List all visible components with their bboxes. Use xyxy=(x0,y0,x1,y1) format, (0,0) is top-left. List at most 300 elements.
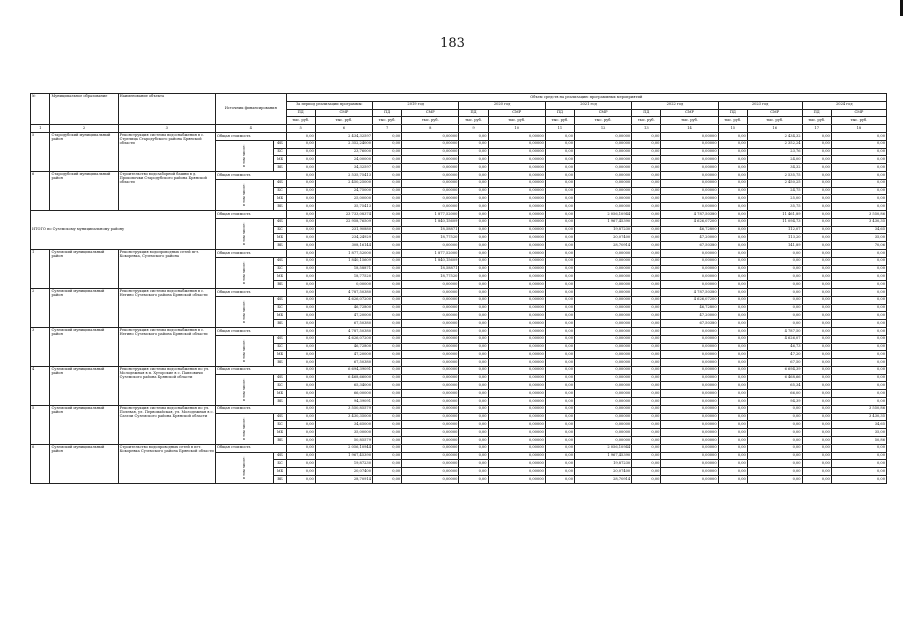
value-cell: 0,00000 xyxy=(488,327,545,335)
value-cell: 0,00 xyxy=(459,460,488,468)
including-label xyxy=(216,179,274,210)
table-row xyxy=(31,171,887,179)
value-cell: 2 352,24000 xyxy=(315,140,372,148)
value-cell: 0,00 xyxy=(831,296,886,304)
value-cell: 0,00000 xyxy=(661,421,718,429)
value-cell: 0,00000 xyxy=(661,273,718,281)
value-cell: 0,00 xyxy=(545,218,574,226)
value-cell: 112,07 xyxy=(747,226,802,234)
value-cell: 0,00 xyxy=(632,132,661,140)
value-cell: 0,00 xyxy=(831,343,886,351)
source-label: БС xyxy=(274,421,286,429)
value-cell: 0,00 xyxy=(802,312,831,320)
value-cell: 0,00 xyxy=(632,273,661,281)
value-cell: 0,00 xyxy=(373,156,402,164)
header-year-2020: 2020 год xyxy=(459,101,545,109)
source-label: БС xyxy=(274,343,286,351)
including-text: в том числе: xyxy=(242,378,247,401)
source-label: ВБ xyxy=(274,476,286,484)
value-cell: 0,00 xyxy=(459,140,488,148)
value-cell: 0,00 xyxy=(632,327,661,335)
value-cell: 0,00 xyxy=(286,437,315,445)
value-cell: 0,00 xyxy=(286,249,315,257)
value-cell: 0,00000 xyxy=(402,288,459,296)
value-cell: 0,00 xyxy=(459,366,488,374)
municipality-name: Суземский муниципальный район xyxy=(50,327,118,366)
value-cell: 0,00 xyxy=(632,218,661,226)
value-cell: 0,00000 xyxy=(488,265,545,273)
value-cell: 0,00 xyxy=(545,156,574,164)
value-cell: 0,00000 xyxy=(661,156,718,164)
value-cell: 34,32597 xyxy=(315,164,372,172)
value-cell: 0,00 xyxy=(632,210,661,218)
value-cell: 2 535,75 xyxy=(747,171,802,179)
value-cell: 0,00 xyxy=(718,281,747,289)
value-cell: 0,00000 xyxy=(661,382,718,390)
value-cell: 0,00 xyxy=(632,351,661,359)
value-cell: 0,00 xyxy=(459,452,488,460)
value-cell: 0,00000 xyxy=(575,148,632,156)
header-pd: ПД xyxy=(286,109,315,117)
value-cell: 18,58871 xyxy=(315,265,372,273)
value-cell: 0,00 xyxy=(459,351,488,359)
source-label: БС xyxy=(274,265,286,273)
value-cell: 18,58871 xyxy=(402,226,459,234)
value-cell: 50,85579 xyxy=(315,437,372,445)
value-cell: 0,00 xyxy=(632,164,661,172)
source-label: БС xyxy=(274,382,286,390)
value-cell: 0,00 xyxy=(802,226,831,234)
value-cell: 24,00 xyxy=(747,156,802,164)
value-cell: 0,00000 xyxy=(661,164,718,172)
including-text: в том числе: xyxy=(242,261,247,284)
value-cell: 0,00 xyxy=(632,359,661,367)
value-cell: 0,00 xyxy=(459,296,488,304)
total-row xyxy=(31,210,887,218)
source-label: БС xyxy=(274,148,286,156)
source-label: ФБ xyxy=(274,452,286,460)
value-cell: 0,00000 xyxy=(661,351,718,359)
source-label: БС xyxy=(274,460,286,468)
value-cell: 0,00 xyxy=(286,226,315,234)
value-cell: 2 434,32 xyxy=(747,132,802,140)
value-cell: 4 787,50380 xyxy=(661,210,718,218)
value-cell: 0,00 xyxy=(545,273,574,281)
value-cell: 0,00000 xyxy=(488,171,545,179)
value-cell: 0,00 xyxy=(718,429,747,437)
value-cell: 0,00000 xyxy=(661,327,718,335)
row-number: 1 xyxy=(31,249,50,288)
value-cell: 0,00 xyxy=(632,398,661,406)
value-cell: 0,00000 xyxy=(402,398,459,406)
value-cell: 0,00000 xyxy=(402,429,459,437)
value-cell: 0,00 xyxy=(802,195,831,203)
value-cell: 0,00 xyxy=(718,156,747,164)
value-cell: 0,00 xyxy=(747,452,802,460)
value-cell: 0,00 xyxy=(831,171,886,179)
value-cell: 0,00 xyxy=(802,452,831,460)
value-cell: 0,00 xyxy=(459,265,488,273)
column-number: 6 xyxy=(315,125,372,133)
header-pd: ПД xyxy=(459,109,488,117)
including-label xyxy=(216,374,274,405)
source-label: МБ xyxy=(274,429,286,437)
value-cell: 0,00 xyxy=(373,226,402,234)
value-cell: 0,00 xyxy=(718,242,747,250)
value-cell: 0,00000 xyxy=(402,320,459,328)
value-cell: 0,00000 xyxy=(575,249,632,257)
value-cell: 0,00 xyxy=(831,351,886,359)
source-label: БС xyxy=(274,187,286,195)
column-number: 18 xyxy=(831,125,886,133)
value-cell: 4 787,50380 xyxy=(661,288,718,296)
value-cell: 0,00 xyxy=(286,265,315,273)
value-cell: 0,00 xyxy=(545,351,574,359)
value-cell: 0,00 xyxy=(718,148,747,156)
value-cell: 18,77520 xyxy=(315,273,372,281)
value-cell: 0,00000 xyxy=(402,171,459,179)
value-cell: 0,00 xyxy=(632,304,661,312)
value-cell: 0,00 xyxy=(459,335,488,343)
value-cell: 6 694,39 xyxy=(747,366,802,374)
value-cell: 0,00 xyxy=(632,452,661,460)
value-cell: 0,00 xyxy=(286,429,315,437)
value-cell: 0,00 xyxy=(802,281,831,289)
value-cell: 0,00 xyxy=(802,320,831,328)
source-label: ВБ xyxy=(274,281,286,289)
municipality-name: Суземский муниципальный район xyxy=(50,288,118,327)
header-unit: тыс. руб. xyxy=(747,117,802,125)
header-pd: ПД xyxy=(632,109,661,117)
value-cell: 0,00 xyxy=(545,405,574,413)
value-cell: 0,00 xyxy=(459,320,488,328)
value-cell: 0,00 xyxy=(802,234,831,242)
value-cell: 0,00 xyxy=(718,312,747,320)
header-unit: тыс. руб. xyxy=(373,117,402,125)
value-cell: 0,00000 xyxy=(488,390,545,398)
object-name: Строительство водопроводных сетей в пгт. Кокоревка Суземского района Брянской области xyxy=(118,444,215,483)
value-cell: 0,00 xyxy=(747,265,802,273)
value-cell: 6 468,66 xyxy=(747,374,802,382)
value-cell: 0,00 xyxy=(831,468,886,476)
value-cell: 0,00 xyxy=(286,351,315,359)
value-cell: 0,00 xyxy=(286,171,315,179)
value-cell: 0,00 xyxy=(831,366,886,374)
value-cell: 34,65000 xyxy=(315,421,372,429)
value-cell: 0,00000 xyxy=(661,179,718,187)
value-cell: 0,00 xyxy=(718,398,747,406)
header-year-2019: 2019 год xyxy=(373,101,459,109)
value-cell: 0,00 xyxy=(373,460,402,468)
value-cell: 0,00 xyxy=(718,171,747,179)
value-cell: 0,00000 xyxy=(402,335,459,343)
value-cell: 0,00 xyxy=(632,390,661,398)
value-cell: 0,00 xyxy=(831,132,886,140)
header-unit: тыс. руб. xyxy=(488,117,545,125)
value-cell: 0,00 xyxy=(459,132,488,140)
value-cell: 0,00000 xyxy=(661,390,718,398)
header-unit: тыс. руб. xyxy=(575,117,632,125)
value-cell: 0,00000 xyxy=(402,327,459,335)
value-cell: 0,00000 xyxy=(575,359,632,367)
value-cell: 0,00000 xyxy=(575,195,632,203)
value-cell: 4 787,50 xyxy=(747,327,802,335)
header-unit: тыс. руб. xyxy=(661,117,718,125)
municipality-name: Суземский муниципальный район xyxy=(50,405,118,444)
value-cell: 0,00000 xyxy=(488,304,545,312)
header-municipality: Муниципальное образование xyxy=(50,94,118,125)
value-cell: 0,00000 xyxy=(402,203,459,211)
value-cell: 0,00 xyxy=(286,335,315,343)
header-smr: СМР xyxy=(488,109,545,117)
value-cell: 0,00 xyxy=(831,288,886,296)
including-text: в том числе: xyxy=(242,339,247,362)
value-cell: 0,00000 xyxy=(661,374,718,382)
value-cell: 0,00000 xyxy=(661,444,718,452)
header-year-2024: 2024 год xyxy=(802,101,886,109)
value-cell: 0,00 xyxy=(718,343,747,351)
value-cell: 0,00 xyxy=(802,203,831,211)
value-cell: 0,00000 xyxy=(488,288,545,296)
value-cell: 0,00 xyxy=(459,210,488,218)
value-cell: 2 056,10944 xyxy=(315,444,372,452)
value-cell: 0,00000 xyxy=(661,398,718,406)
value-cell: 24,75000 xyxy=(315,187,372,195)
value-cell: 0,00 xyxy=(632,320,661,328)
value-cell: 0,00 xyxy=(718,382,747,390)
value-cell: 0,00 xyxy=(831,359,886,367)
value-cell: 28,70914 xyxy=(575,242,632,250)
value-cell: 0,00 xyxy=(373,421,402,429)
value-cell: 0,00 xyxy=(802,179,831,187)
value-cell: 0,00 xyxy=(286,421,315,429)
value-cell: 0,00000 xyxy=(575,179,632,187)
value-cell: 0,00 xyxy=(802,288,831,296)
column-number: 14 xyxy=(661,125,718,133)
value-cell: 0,00 xyxy=(373,476,402,484)
value-cell: 0,00 xyxy=(459,343,488,351)
value-cell: 0,00 xyxy=(802,296,831,304)
value-cell: 0,00000 xyxy=(488,351,545,359)
value-cell: 0,00000 xyxy=(661,171,718,179)
value-cell: 0,00 xyxy=(545,366,574,374)
value-cell: 2 352,24 xyxy=(747,140,802,148)
value-cell: 0,00 xyxy=(286,296,315,304)
value-cell: 47,20000 xyxy=(315,351,372,359)
value-cell: 0,00000 xyxy=(488,226,545,234)
including-label xyxy=(216,452,274,483)
value-cell: 0,00 xyxy=(718,179,747,187)
value-cell: 0,00 xyxy=(802,327,831,335)
value-cell: 0,00000 xyxy=(488,382,545,390)
value-cell: 0,00 xyxy=(545,288,574,296)
value-cell: 34,65 xyxy=(831,226,886,234)
value-cell: 0,00 xyxy=(802,273,831,281)
value-cell: 0,00 xyxy=(459,468,488,476)
value-cell: 0,00000 xyxy=(488,132,545,140)
value-cell: 0,00 xyxy=(286,468,315,476)
value-cell: 0,00000 xyxy=(575,327,632,335)
value-cell: 0,00000 xyxy=(402,421,459,429)
value-cell: 0,00 xyxy=(545,296,574,304)
value-cell: 0,00 xyxy=(632,312,661,320)
total-label: ИТОГО по Суземскому муниципальному району xyxy=(31,210,216,249)
value-cell: 0,00000 xyxy=(315,281,372,289)
value-cell: 1 967,45390 xyxy=(315,452,372,460)
value-cell: 0,00 xyxy=(632,429,661,437)
value-cell: 0,00000 xyxy=(575,390,632,398)
value-cell: 0,00 xyxy=(831,320,886,328)
value-cell: 24,75 xyxy=(747,187,802,195)
value-cell: 0,00 xyxy=(802,382,831,390)
value-cell: 0,00 xyxy=(802,164,831,172)
value-cell: 0,00 xyxy=(718,359,747,367)
value-cell: 0,00000 xyxy=(402,296,459,304)
value-cell: 0,00 xyxy=(545,249,574,257)
source-label: Общая стоимость xyxy=(216,249,287,257)
source-label: МБ xyxy=(274,156,286,164)
value-cell: 0,00 xyxy=(373,366,402,374)
value-cell: 19,87230 xyxy=(575,226,632,234)
value-cell: 0,00 xyxy=(545,460,574,468)
value-cell: 0,00000 xyxy=(402,343,459,351)
object-name: Строительство водозаборной башни в д. Прокопочки Стародубского района Брянской области xyxy=(118,171,215,210)
value-cell: 0,00 xyxy=(545,234,574,242)
source-label: ВБ xyxy=(274,164,286,172)
value-cell: 234,24929 xyxy=(315,234,372,242)
value-cell: 0,00 xyxy=(545,413,574,421)
value-cell: 0,00000 xyxy=(661,265,718,273)
header-smr: СМР xyxy=(747,109,802,117)
value-cell: 0,00 xyxy=(831,374,886,382)
value-cell: 0,00 xyxy=(459,195,488,203)
value-cell: 0,00 xyxy=(831,156,886,164)
value-cell: 1 967,45390 xyxy=(575,452,632,460)
value-cell: 0,00 xyxy=(286,320,315,328)
value-cell: 0,00000 xyxy=(661,468,718,476)
value-cell: 0,00 xyxy=(747,405,802,413)
value-cell: 0,00 xyxy=(718,296,747,304)
value-cell: 0,00 xyxy=(459,374,488,382)
value-cell: 0,00 xyxy=(718,320,747,328)
value-cell: 0,00000 xyxy=(402,304,459,312)
value-cell: 141,89 xyxy=(747,242,802,250)
value-cell: 0,00 xyxy=(545,476,574,484)
value-cell: 0,00 xyxy=(632,374,661,382)
value-cell: 0,00000 xyxy=(488,444,545,452)
value-cell: 11 094,73 xyxy=(747,218,802,226)
value-cell: 0,00 xyxy=(459,359,488,367)
value-cell: 0,00 xyxy=(632,171,661,179)
value-cell: 1 877,52000 xyxy=(402,210,459,218)
value-cell: 0,00000 xyxy=(575,312,632,320)
source-label: Общая стоимость xyxy=(216,210,287,218)
value-cell: 67,50380 xyxy=(661,320,718,328)
value-cell: 0,00 xyxy=(831,140,886,148)
value-cell: 0,00 xyxy=(373,405,402,413)
value-cell: 0,00 xyxy=(632,226,661,234)
value-cell: 0,00000 xyxy=(575,281,632,289)
value-cell: 0,00 xyxy=(545,468,574,476)
value-cell: 0,00000 xyxy=(661,148,718,156)
value-cell: 0,00000 xyxy=(661,359,718,367)
value-cell: 0,00 xyxy=(831,281,886,289)
value-cell: 0,00 xyxy=(718,390,747,398)
value-cell: 28,70914 xyxy=(315,476,372,484)
value-cell: 0,00000 xyxy=(575,265,632,273)
value-cell: 0,00 xyxy=(373,452,402,460)
value-cell: 1 877,52000 xyxy=(315,249,372,257)
value-cell: 0,00 xyxy=(286,343,315,351)
value-cell: 0,00 xyxy=(802,249,831,257)
source-label: МБ xyxy=(274,312,286,320)
value-cell: 0,00000 xyxy=(661,366,718,374)
value-cell: 0,00 xyxy=(545,320,574,328)
value-cell: 0,00 xyxy=(802,210,831,218)
value-cell: 0,00000 xyxy=(661,249,718,257)
column-number: 2 xyxy=(50,125,118,133)
value-cell: 0,00 xyxy=(831,476,886,484)
value-cell: 25,00000 xyxy=(315,195,372,203)
value-cell: 0,00 xyxy=(459,226,488,234)
value-cell: 0,00000 xyxy=(402,359,459,367)
value-cell: 0,00000 xyxy=(402,132,459,140)
value-cell: 0,00000 xyxy=(488,398,545,406)
column-number: 8 xyxy=(402,125,459,133)
value-cell: 19,87230 xyxy=(315,460,372,468)
value-cell: 0,00 xyxy=(802,257,831,265)
value-cell: 0,00 xyxy=(802,351,831,359)
value-cell: 0,00 xyxy=(373,281,402,289)
value-cell: 24,00000 xyxy=(315,156,372,164)
value-cell: 0,00 xyxy=(747,468,802,476)
table-row xyxy=(31,132,887,140)
value-cell: 0,00000 xyxy=(661,405,718,413)
value-cell: 0,00000 xyxy=(661,437,718,445)
value-cell: 0,00 xyxy=(373,374,402,382)
value-cell: 0,00 xyxy=(747,476,802,484)
value-cell: 0,00 xyxy=(718,187,747,195)
value-cell: 0,00 xyxy=(286,132,315,140)
value-cell: 0,00 xyxy=(831,460,886,468)
value-cell: 0,00 xyxy=(802,366,831,374)
column-number: 15 xyxy=(718,125,747,133)
value-cell: 0,00 xyxy=(747,437,802,445)
value-cell: 35,00000 xyxy=(315,429,372,437)
value-cell: 0,00 xyxy=(459,405,488,413)
header-unit: тыс. руб. xyxy=(802,117,831,125)
value-cell: 0,00 xyxy=(545,140,574,148)
value-cell: 0,00 xyxy=(286,398,315,406)
value-cell: 0,00000 xyxy=(661,187,718,195)
value-cell: 0,00 xyxy=(831,335,886,343)
source-label: МБ xyxy=(274,468,286,476)
source-label: Общая стоимость xyxy=(216,288,287,296)
value-cell: 0,00 xyxy=(286,210,315,218)
value-cell: 0,00 xyxy=(545,437,574,445)
value-cell: 46,72800 xyxy=(661,226,718,234)
value-cell: 0,00 xyxy=(459,148,488,156)
value-cell: 0,00 xyxy=(459,203,488,211)
including-text: в том числе: xyxy=(242,144,247,168)
value-cell: 0,00 xyxy=(831,179,886,187)
value-cell: 0,00 xyxy=(373,132,402,140)
value-cell: 0,00000 xyxy=(488,429,545,437)
table-body xyxy=(31,94,887,484)
source-label: Общая стоимость xyxy=(216,405,287,413)
table-row xyxy=(31,405,887,413)
value-cell: 0,00 xyxy=(632,444,661,452)
